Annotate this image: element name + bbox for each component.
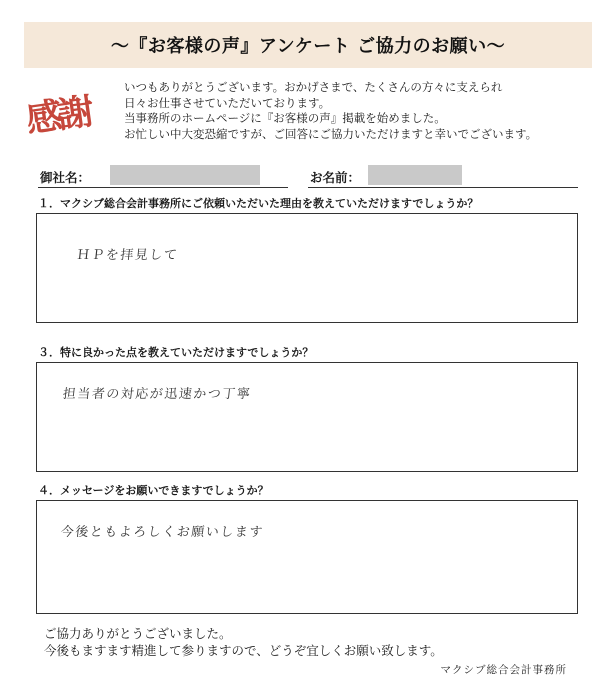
- intro-line-3: 当事務所のホームページに『お客様の声』掲載を始めました。: [124, 111, 446, 125]
- answer-1-handwriting: ＨＰを拝見して: [76, 248, 180, 263]
- answer-box-1: [36, 213, 578, 323]
- intro-line-4: お忙しい中大変恐縮ですが、ご回答にご協力いただけますと幸いでございます。: [124, 126, 538, 141]
- closing-text: [44, 625, 443, 659]
- closing-line-1: ご協力ありがとうございました。: [44, 626, 232, 641]
- question-4-label: ４．メッセージをお願いできますでしょうか？: [38, 484, 269, 497]
- name-underline: [308, 187, 578, 188]
- answer-box-4: [36, 500, 578, 614]
- closing-line-2: 今後もますます精進して参りますので、どうぞ宜しくお願い致します。: [44, 643, 443, 658]
- answer-3-handwriting: 担当者の対応が迅速かつ丁寧: [62, 387, 253, 402]
- answer-4-handwriting: 今後ともよろしくお願いします: [60, 525, 265, 540]
- company-redacted-field: [110, 165, 260, 185]
- question-1-label: １．マクシブ総合会計事務所にご依頼いただいた理由を教えていただけますでしょうか？: [38, 197, 479, 210]
- name-label: お名前：: [310, 170, 361, 185]
- form-title: 〜『お客様の声』アンケート ご協力のお願い〜: [110, 36, 506, 57]
- answer-box-3: [36, 362, 578, 472]
- name-redacted-field: [368, 165, 462, 185]
- company-label: 御社名：: [40, 170, 91, 185]
- intro-line-1: いつもありがとうございます。おかげさまで、たくさんの方々に支えられ: [124, 80, 503, 94]
- question-3-label: ３．特に良かった点を教えていただけますでしょうか？: [38, 346, 314, 359]
- office-signature: マクシブ総合会計事務所: [440, 664, 567, 676]
- kansha-stamp: 感謝: [23, 90, 93, 142]
- company-underline: [38, 187, 288, 188]
- intro-text: [124, 80, 594, 142]
- title-band: [24, 22, 592, 68]
- customer-info-row: [38, 164, 578, 188]
- intro-line-2: 日々お仕事させていただいております。: [124, 95, 331, 110]
